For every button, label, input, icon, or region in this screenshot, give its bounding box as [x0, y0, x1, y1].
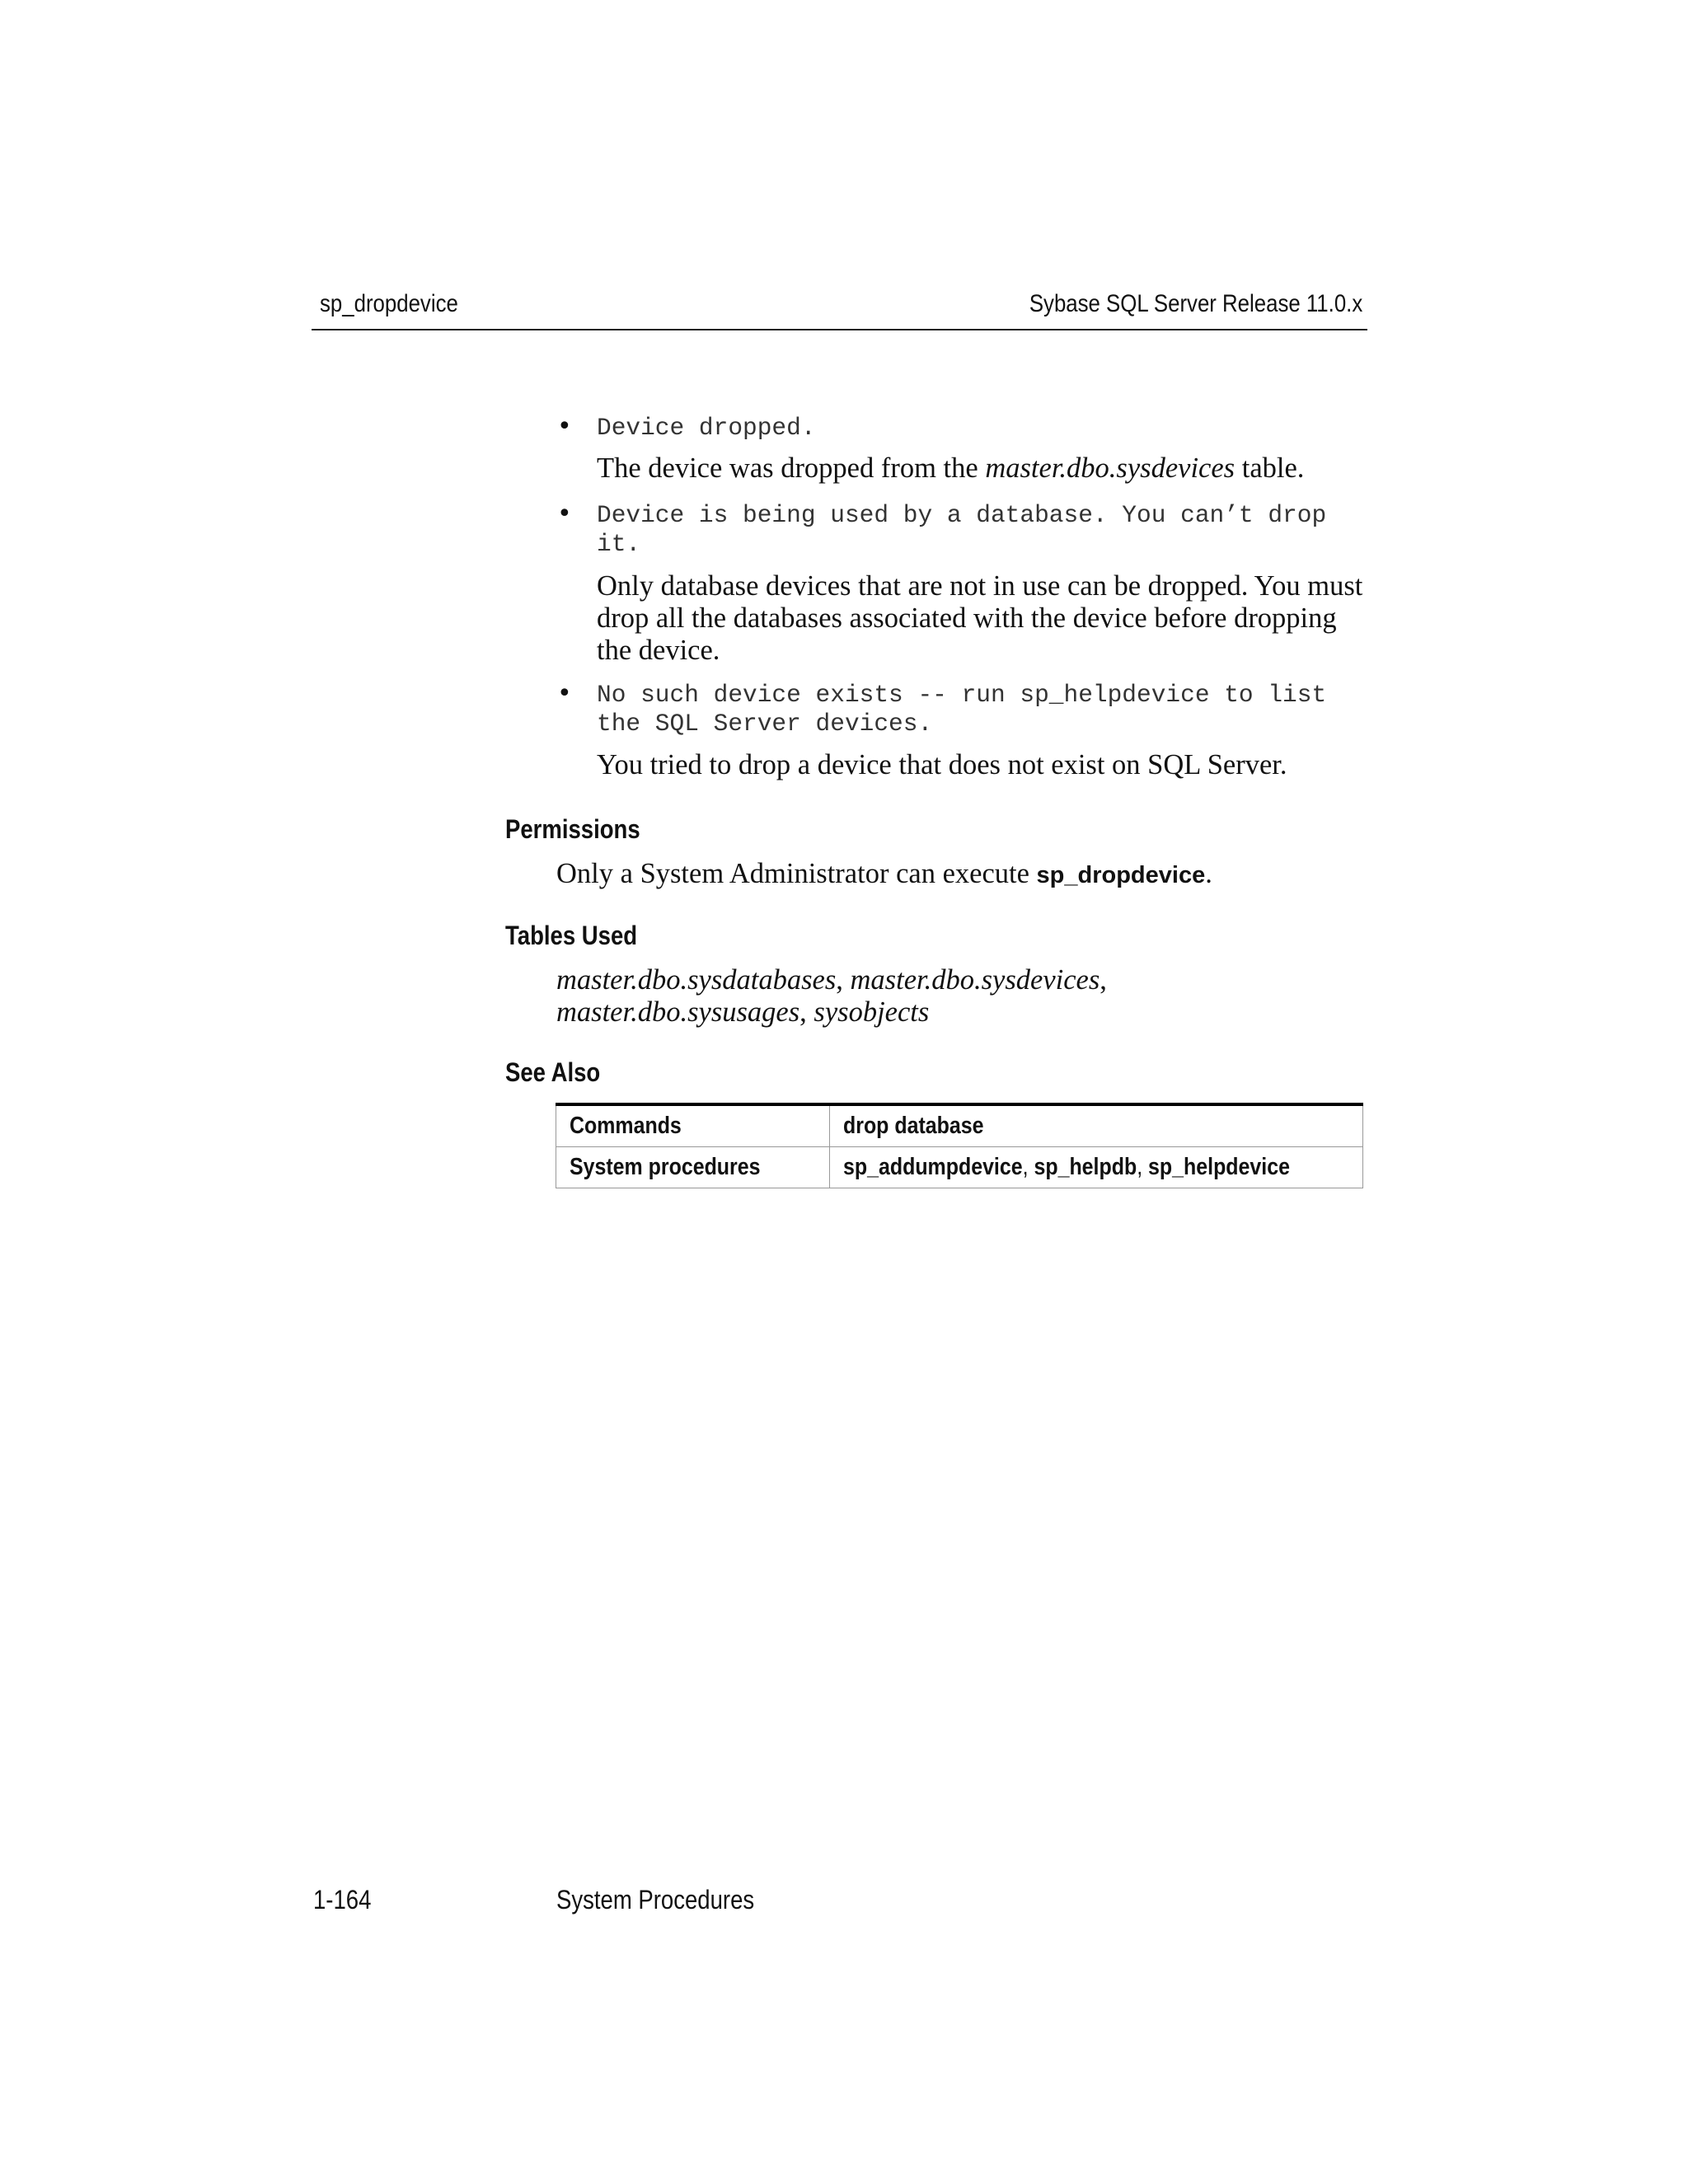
page-number: 1-164 [313, 1885, 372, 1915]
bullet-marker: • [557, 412, 572, 441]
running-header-right: Sybase SQL Server Release 11.0.x [1029, 290, 1362, 317]
table-name: sysobjects [814, 996, 930, 1028]
running-header-left: sp_dropdevice [320, 290, 458, 317]
footer-book-title: System Procedures [556, 1885, 755, 1915]
message-code: Device dropped. [597, 414, 816, 442]
table-name: master.dbo.sysusages [556, 996, 800, 1028]
table-row [556, 1147, 1363, 1188]
procedure-name: sp_dropdevice [1036, 862, 1206, 888]
table-cell-items: sp_addumpdevice, sp_helpdb, sp_helpdevice [829, 1147, 1362, 1188]
table-name: master.dbo.sysdevices [850, 964, 1100, 996]
table-cell-items: drop database [829, 1104, 1362, 1147]
header-rule [312, 329, 1367, 330]
section-heading-permissions: Permissions [505, 814, 640, 844]
section-heading-see-also: See Also [505, 1057, 601, 1087]
table-row [556, 1104, 1363, 1147]
tables-used-list: master.dbo.sysdatabases, master.dbo.sysdevices, master.dbo.sysusages, sysobjects [556, 964, 1107, 1028]
bullet-marker: • [557, 679, 572, 708]
section-heading-tables-used: Tables Used [505, 921, 638, 950]
message-code: Device is being used by a database. You can’t drop it. [597, 501, 1327, 558]
bullet-marker: • [557, 499, 572, 528]
message-description: Only database devices that are not in use can be dropped. You must drop all the databases associated with the device before dropping the device. [597, 570, 1363, 666]
message-description: The device was dropped from the master.dbo.sysdevices table. [597, 452, 1305, 484]
see-also-table [556, 1103, 1363, 1188]
message-description: You tried to drop a device that does not exist on SQL Server. [597, 749, 1287, 780]
table-name: master.dbo.sysdevices [985, 452, 1236, 484]
table-cell-label: Commands [556, 1104, 830, 1147]
message-code: No such device exists -- run sp_helpdevice to list the SQL Server devices. [597, 681, 1327, 738]
permissions-text: Only a System Administrator can execute sp_dropdevice. [556, 858, 1212, 889]
table-cell-label: System procedures [556, 1147, 830, 1188]
table-name: master.dbo.sysdatabases [556, 964, 837, 996]
